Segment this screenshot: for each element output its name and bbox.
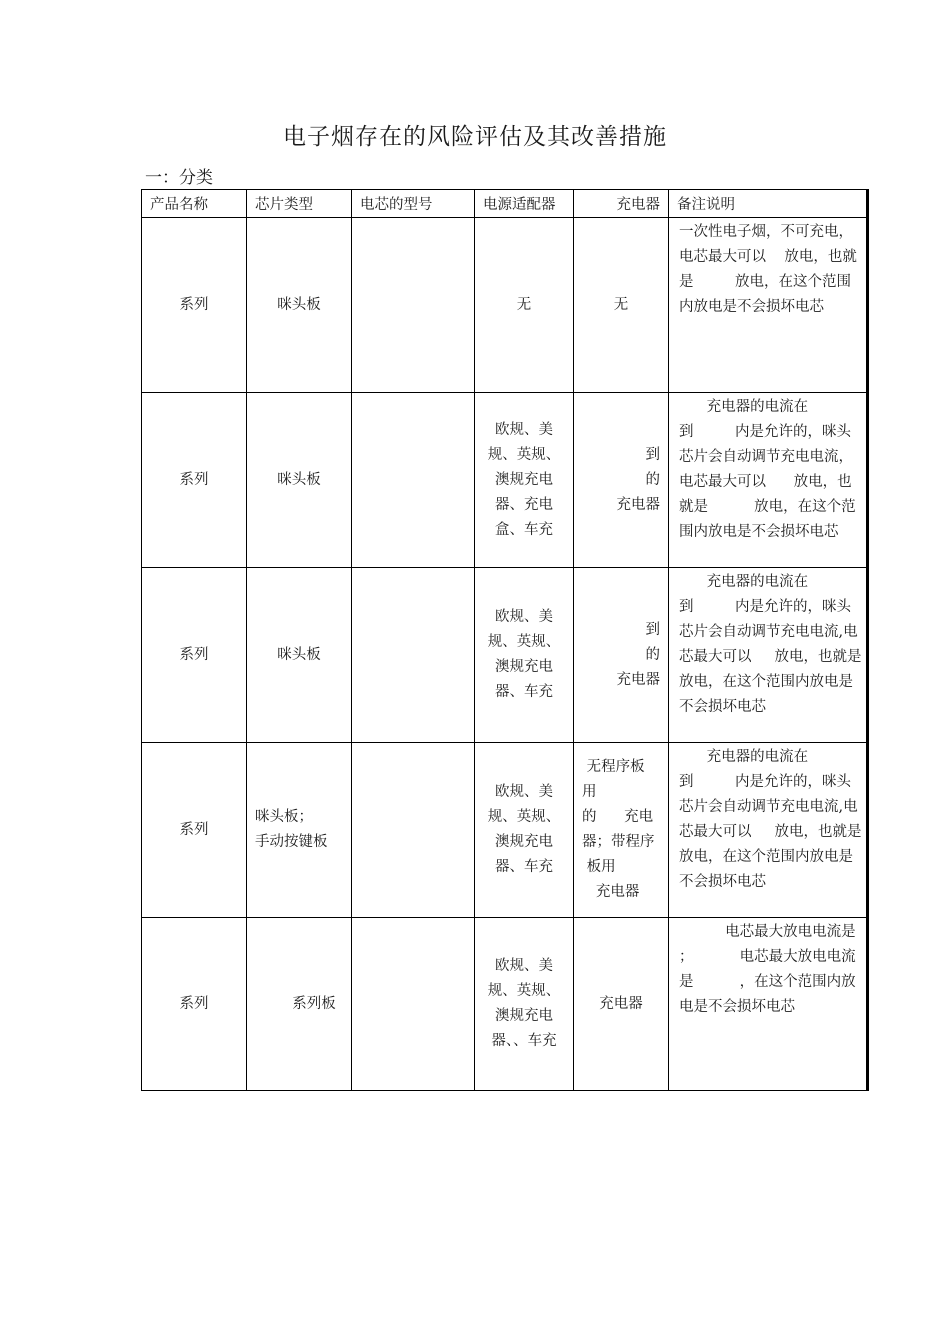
cell-chip: 咪头板	[247, 568, 352, 743]
cell-model	[352, 743, 475, 918]
table-row	[142, 393, 868, 568]
cell-product: 系列	[142, 568, 247, 743]
header-chip-type: 芯片类型	[247, 190, 352, 218]
header-power-adapter: 电源适配器	[475, 190, 574, 218]
table-header-row	[142, 190, 868, 218]
cell-note: 充电器的电流在 到 内是允许的，咪头芯片会自动调节充电电流,电芯最大可以 放电，也就是 放电，在这个范围内放电是不会损坏电芯	[669, 568, 868, 743]
cell-chip: 咪头板； 手动按键板	[247, 743, 352, 918]
document-title: 电子烟存在的风险评估及其改善措施	[283, 124, 667, 150]
table-row	[142, 568, 868, 743]
cell-charger: 无程序板 用 的 充电 器；带程序 板用 充电器	[574, 743, 669, 918]
table-row	[142, 743, 868, 918]
cell-adapter: 欧规、美规、英规、澳规充电器、车充	[475, 743, 574, 918]
cell-model	[352, 918, 475, 1091]
cell-charger: 到 的 充电器	[574, 568, 669, 743]
cell-chip: 咪头板	[247, 218, 352, 393]
table-row	[142, 218, 868, 393]
cell-product: 系列	[142, 393, 247, 568]
header-notes: 备注说明	[669, 190, 868, 218]
cell-adapter: 无	[475, 218, 574, 393]
cell-note: 充电器的电流在 到 内是允许的，咪头芯片会自动调节充电电流,电芯最大可以 放电，也就是 放电，在这个范围内放电是不会损坏电芯	[669, 743, 868, 918]
cell-note: 电芯最大放电电流是 ； 电芯最大放电电流是 ，在这个范围内放电是不会损坏电芯	[669, 918, 868, 1091]
section-heading: 一：分类	[145, 168, 213, 188]
cell-adapter: 欧规、美规、英规、澳规充电器、车充	[475, 568, 574, 743]
cell-model	[352, 218, 475, 393]
cell-product: 系列	[142, 218, 247, 393]
cell-product: 系列	[142, 743, 247, 918]
classification-table	[141, 189, 898, 1091]
cell-note: 充电器的电流在 到 内是允许的，咪头芯片会自动调节充电电流，电芯最大可以 放电，也就是 放电，在这个范围内放电是不会损坏电芯	[669, 393, 868, 568]
cell-product: 系列	[142, 918, 247, 1091]
cell-model	[352, 393, 475, 568]
cell-adapter: 欧规、美规、英规、澳规充电器、、车充	[475, 918, 574, 1091]
header-charger: 充电器	[574, 190, 669, 218]
cell-chip: 系列板	[247, 918, 352, 1091]
cell-chip: 咪头板	[247, 393, 352, 568]
cell-charger: 到 的 充电器	[574, 393, 669, 568]
cell-adapter: 欧规、美规、英规、澳规充电器、充电盒、车充	[475, 393, 574, 568]
header-cell-model: 电芯的型号	[352, 190, 475, 218]
cell-charger: 无	[574, 218, 669, 393]
table-row	[142, 918, 868, 1091]
header-product-name: 产品名称	[142, 190, 247, 218]
cell-model	[352, 568, 475, 743]
cell-charger: 充电器	[574, 918, 669, 1091]
cell-note: 一次性电子烟，不可充电，电芯最大可以 放电，也就是 放电，在这个范围内放电是不会损坏电芯	[669, 218, 868, 393]
